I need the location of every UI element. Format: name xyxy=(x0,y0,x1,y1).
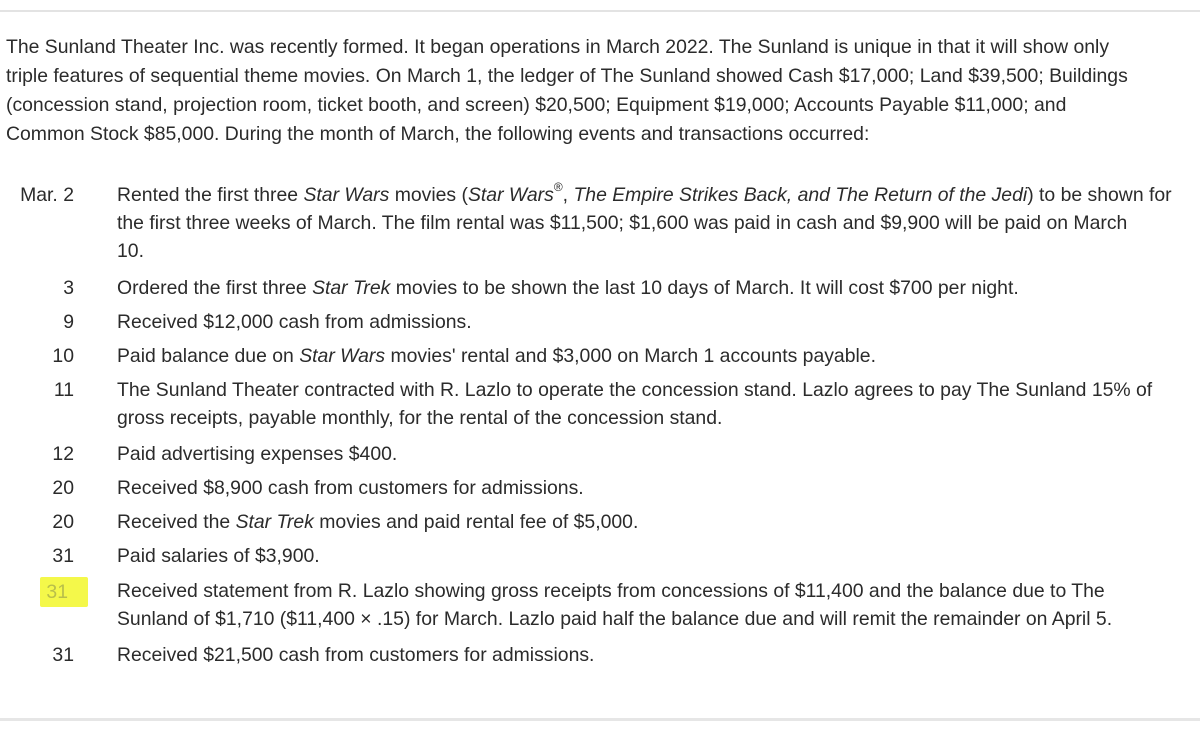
transaction-description xyxy=(117,542,1200,570)
description-line: Received $21,500 cash from customers for admissions. xyxy=(117,644,595,666)
text-run: movies and paid rental fee of $5,000. xyxy=(313,511,639,533)
transaction-description xyxy=(117,181,1200,265)
intro-paragraph xyxy=(6,33,1198,149)
transaction-date: 3 xyxy=(63,277,74,299)
transaction-date: Mar. 2 xyxy=(20,184,74,206)
text-run: Received the xyxy=(117,511,236,533)
description-line: Received $12,000 cash from admissions. xyxy=(117,311,472,333)
transaction-description xyxy=(117,508,1200,536)
transaction-description xyxy=(117,274,1200,302)
text-run: , xyxy=(562,184,574,206)
transaction-description xyxy=(117,342,1200,370)
text-run: movies to be shown the last 10 days of March. It will cost $700 per night. xyxy=(390,277,1019,299)
transaction-description xyxy=(117,308,1200,336)
intro-line: (concession stand, projection room, ticket booth, and screen) $20,500; Equipment $19,000; Accounts Payable $11,000; and xyxy=(6,94,1067,116)
description-line xyxy=(117,181,1200,209)
intro-line: The Sunland Theater Inc. was recently formed. It began operations in March 2022. The Sunland is unique in that it will show only xyxy=(6,36,1110,58)
transaction-description xyxy=(117,474,1200,502)
description-line: the first three weeks of March. The film rental was $11,500; $1,600 was paid in cash and $9,900 will be paid on March xyxy=(117,212,1128,234)
transaction-date: 12 xyxy=(52,443,74,465)
description-line xyxy=(117,274,1200,302)
transaction-date: 31 xyxy=(52,644,74,666)
description-line xyxy=(117,508,1200,536)
movie-title: Star Trek xyxy=(235,511,314,533)
transaction-description xyxy=(117,440,1200,468)
text-run: movies' rental and $3,000 on March 1 accounts payable. xyxy=(385,345,876,367)
transaction-date: 20 xyxy=(52,477,74,499)
text-run: Ordered the first three xyxy=(117,277,313,299)
transaction-description xyxy=(117,577,1200,633)
transaction-date: 10 xyxy=(52,345,74,367)
transaction-date: 20 xyxy=(52,511,74,533)
transaction-date: 31 xyxy=(52,545,74,567)
transaction-date: 9 xyxy=(63,311,74,333)
movie-title: Star Wars xyxy=(467,184,554,206)
description-line: Received $8,900 cash from customers for admissions. xyxy=(117,477,584,499)
transaction-date: 11 xyxy=(53,379,74,401)
text-run: Paid balance due on xyxy=(117,345,300,367)
description-line xyxy=(117,342,1200,370)
text-run: movies ( xyxy=(389,184,468,206)
transaction-description xyxy=(117,376,1200,432)
transaction-description xyxy=(117,641,1200,669)
intro-line: triple features of sequential theme movies. On March 1, the ledger of The Sunland showed Cash $17,000; Land $39,500; Buildings xyxy=(6,65,1128,87)
description-line: gross receipts, payable monthly, for the rental of the concession stand. xyxy=(117,407,723,429)
description-line: Paid advertising expenses $400. xyxy=(117,443,398,465)
top-divider xyxy=(0,10,1200,12)
movie-title: Star Wars xyxy=(303,184,390,206)
intro-line: Common Stock $85,000. During the month of March, the following events and transactions occurred: xyxy=(6,123,870,145)
description-line: The Sunland Theater contracted with R. Lazlo to operate the concession stand. Lazlo agrees to pay The Sunland 15% of xyxy=(117,379,1153,401)
movie-title: Star Trek xyxy=(312,277,391,299)
bottom-divider xyxy=(0,718,1200,721)
description-line: Sunland of $1,710 ($11,400 × .15) for March. Lazlo paid half the balance due and will remit the remainder on April 5. xyxy=(117,608,1113,630)
text-run: ) to be shown for xyxy=(1027,184,1172,206)
movie-title: Star Wars xyxy=(299,345,386,367)
movie-title: The Empire Strikes Back, and The Return of the Jedi xyxy=(573,184,1028,206)
description-line: Paid salaries of $3,900. xyxy=(117,545,320,567)
registered-mark: ® xyxy=(553,179,563,194)
description-line: 10. xyxy=(117,240,144,262)
description-line: Received statement from R. Lazlo showing gross receipts from concessions of $11,400 and the balance due to The xyxy=(117,580,1105,602)
highlighted-transaction-date: 31 xyxy=(40,577,88,607)
text-run: Rented the first three xyxy=(117,184,304,206)
